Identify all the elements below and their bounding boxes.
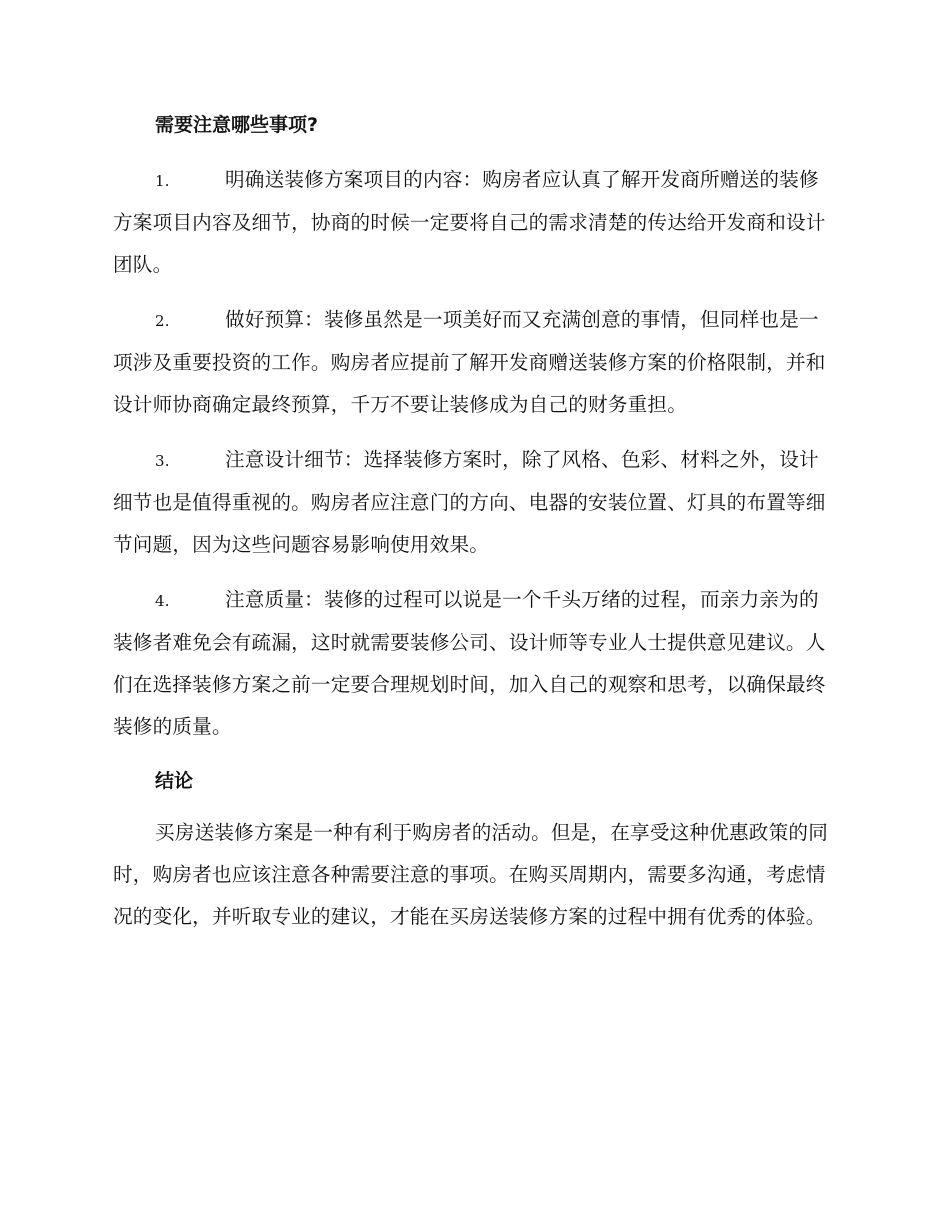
list-item	[113, 439, 835, 566]
list-item-text: 注意质量：装修的过程可以说是一个千头万绪的过程，而亲力亲为的装修者难免会有疏漏，这时就需要装修公司、设计师等专业人士提供意见建议。人们在选择装修方案之前一定要合理规划时间，加入自己的观察和思考，以确保最终装修的质量。	[113, 588, 826, 738]
list-item-text: 明确送装修方案项目的内容：购房者应认真了解开发商所赠送的装修方案项目内容及细节，协商的时候一定要将自己的需求清楚的传达给开发商和设计团队。	[113, 168, 826, 276]
list-item-number: 3.	[155, 452, 170, 470]
list-item	[113, 299, 835, 426]
conclusion-paragraph: 买房送装修方案是一种有利于购房者的活动。但是，在享受这种优惠政策的同时，购房者也应该注意各种需要注意的事项。在购买周期内，需要多沟通，考虑情况的变化，并听取专业的建议，才能在买房送装修方案的过程中拥有优秀的体验。	[113, 821, 828, 928]
list-item	[113, 579, 835, 748]
list-item	[113, 159, 835, 286]
document-page	[113, 104, 835, 938]
list-item-number: 2.	[155, 312, 170, 330]
list-item-number: 1.	[155, 172, 170, 190]
list-item-text: 做好预算：装修虽然是一项美好而又充满创意的事情，但同样也是一项涉及重要投资的工作。购房者应提前了解开发商赠送装修方案的价格限制，并和设计师协商确定最终预算，千万不要让装修成为自己的财务重担。	[113, 308, 826, 416]
list-item-text: 注意设计细节：选择装修方案时，除了风格、色彩、材料之外，设计细节也是值得重视的。购房者应注意门的方向、电器的安装位置、灯具的布置等细节问题，因为这些问题容易影响使用效果。	[113, 448, 826, 556]
conclusion-heading: 结论	[155, 770, 194, 792]
section-heading: 需要注意哪些事项?	[155, 114, 319, 136]
list-item-number: 4.	[155, 592, 170, 610]
